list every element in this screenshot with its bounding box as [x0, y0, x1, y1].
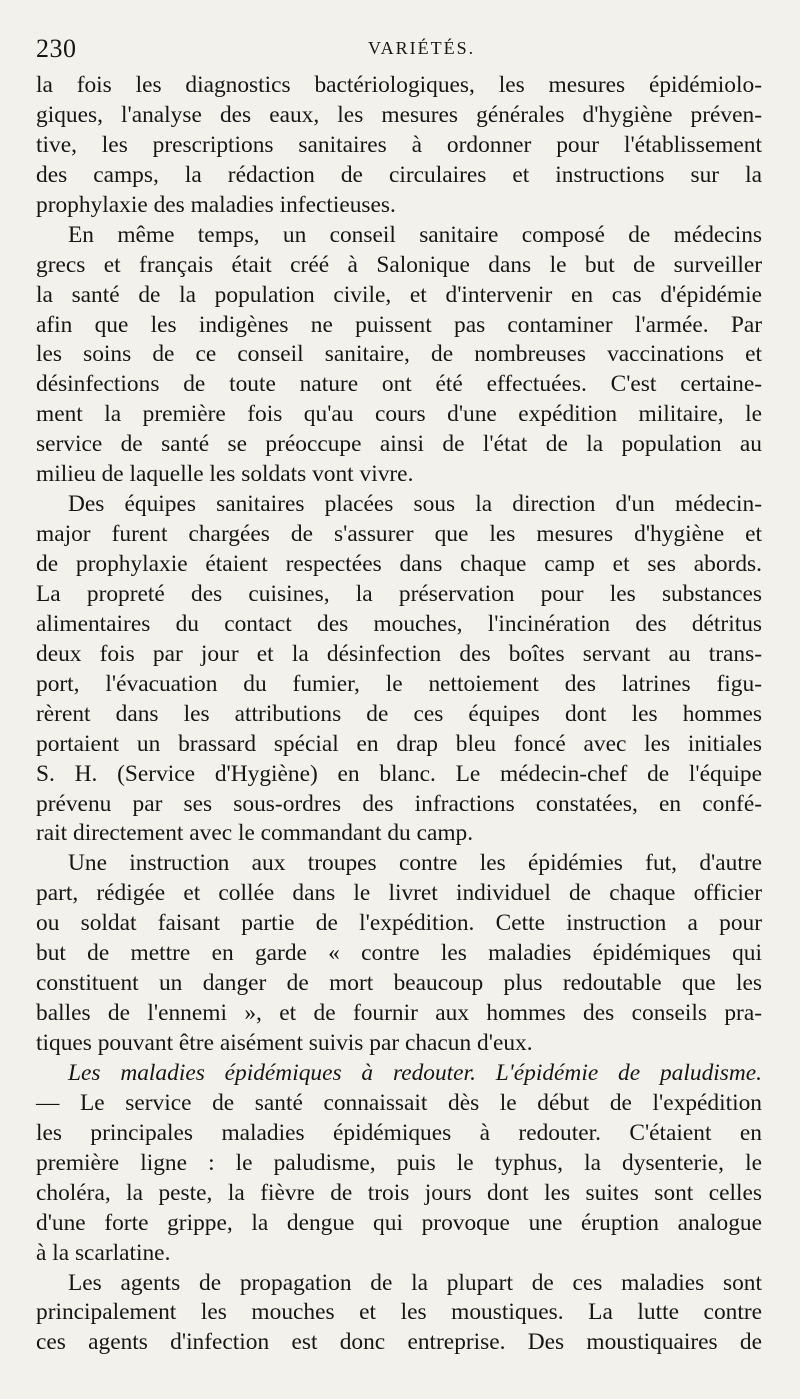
- text-line: tiques pouvant être aisément suivis par chacun d'eux.: [36, 1030, 533, 1056]
- text-line: constituent un danger de mort beaucoup plus redoutable que les: [36, 970, 762, 997]
- text-line: port, l'évacuation du fumier, le nettoiement des latrines figu-: [36, 670, 762, 697]
- text-line: rèrent dans les attributions de ces équipes dont les hommes: [36, 700, 762, 727]
- body-text: [36, 71, 762, 1358]
- text-line: grecs et français était créé à Salonique dans le but de surveiller: [36, 251, 762, 278]
- text-line: portaient un brassard spécial en drap bleu foncé avec les initiales: [36, 730, 762, 757]
- text-line: prévenu par ses sous-ordres des infractions constatées, en confé-: [36, 790, 762, 817]
- text-line: ces agents d'infection est donc entreprise. Des moustiquaires de: [36, 1329, 762, 1356]
- text-line: afin que les indigènes ne puissent pas contaminer l'armée. Par: [36, 311, 762, 338]
- text-line: la fois les diagnostics bactériologiques, les mesures épidémiolo-: [36, 72, 762, 98]
- paragraph-first-line: Les agents de propagation de la plupart de ces maladies sont: [68, 1269, 762, 1296]
- text-line: service de santé se préoccupe ainsi de l'état de la population au: [36, 431, 762, 458]
- paragraph-first-line: Des équipes sanitaires placées sous la direction d'un médecin-: [68, 491, 762, 518]
- text-line: rait directement avec le commandant du camp.: [36, 820, 474, 847]
- text-line: les principales maladies épidémiques à redouter. C'étaient en: [36, 1119, 762, 1146]
- text-line: part, rédigée et collée dans le livret individuel de chaque officier: [36, 880, 762, 907]
- text-line: de prophylaxie étaient respectées dans chaque camp et ses abords.: [36, 551, 762, 577]
- text-line: la santé de la population civile, et d'intervenir en cas d'épidémie: [36, 281, 762, 308]
- text-line: principalement les mouches et les moustiques. La lutte contre: [36, 1299, 762, 1326]
- text-line: ment la première fois qu'au cours d'une expédition militaire, le: [36, 401, 762, 428]
- text-line: — Le service de santé connaissait dès le début de l'expédition: [36, 1089, 762, 1116]
- text-line: tive, les prescriptions sanitaires à ordonner pour l'établissement: [36, 131, 762, 158]
- page-number: 230: [36, 34, 77, 63]
- text-line: milieu de laquelle les soldats vont vivre.: [36, 461, 414, 488]
- paragraph-first-line: En même temps, un conseil sanitaire composé de médecins: [68, 221, 762, 248]
- text-line: les soins de ce conseil sanitaire, de nombreuses vaccinations et: [36, 341, 762, 368]
- running-title: VARIÉTÉS.: [368, 38, 476, 58]
- text-line: désinfections de toute nature ont été effectuées. C'est certaine-: [36, 371, 762, 398]
- text-line: première ligne : le paludisme, puis le typhus, la dysenterie, le: [36, 1149, 762, 1176]
- text-line: à la scarlatine.: [36, 1239, 171, 1266]
- text-line: balles de l'ennemi », et de fournir aux hommes des conseils pra-: [36, 1000, 762, 1027]
- section-heading: Les maladies épidémiques à redouter. L'épidémie de paludisme.: [68, 1059, 762, 1086]
- text-line: des camps, la rédaction de circulaires et instructions sur la: [36, 161, 762, 188]
- paragraph-first-line: Une instruction aux troupes contre les épidémies fut, d'autre: [68, 850, 762, 877]
- text-line: giques, l'analyse des eaux, les mesures générales d'hygiène préven-: [36, 101, 762, 128]
- text-line: d'une forte grippe, la dengue qui provoque une éruption analogue: [36, 1209, 762, 1236]
- text-line: prophylaxie des maladies infectieuses.: [36, 191, 396, 218]
- text-line: S. H. (Service d'Hygiène) en blanc. Le médecin-chef de l'équipe: [36, 760, 762, 787]
- text-line: deux fois par jour et la désinfection des boîtes servant au trans-: [36, 640, 762, 667]
- text-line: but de mettre en garde « contre les maladies épidémiques qui: [36, 940, 762, 967]
- text-line: major furent chargées de s'assurer que les mesures d'hygiène et: [36, 521, 762, 548]
- text-line: alimentaires du contact des mouches, l'incinération des détritus: [36, 610, 762, 637]
- running-header: [30, 30, 770, 70]
- text-line: ou soldat faisant partie de l'expédition. Cette instruction a pour: [36, 910, 762, 937]
- text-line: choléra, la peste, la fièvre de trois jours dont les suites sont celles: [36, 1179, 762, 1206]
- text-line: La propreté des cuisines, la préservation pour les substances: [36, 580, 762, 607]
